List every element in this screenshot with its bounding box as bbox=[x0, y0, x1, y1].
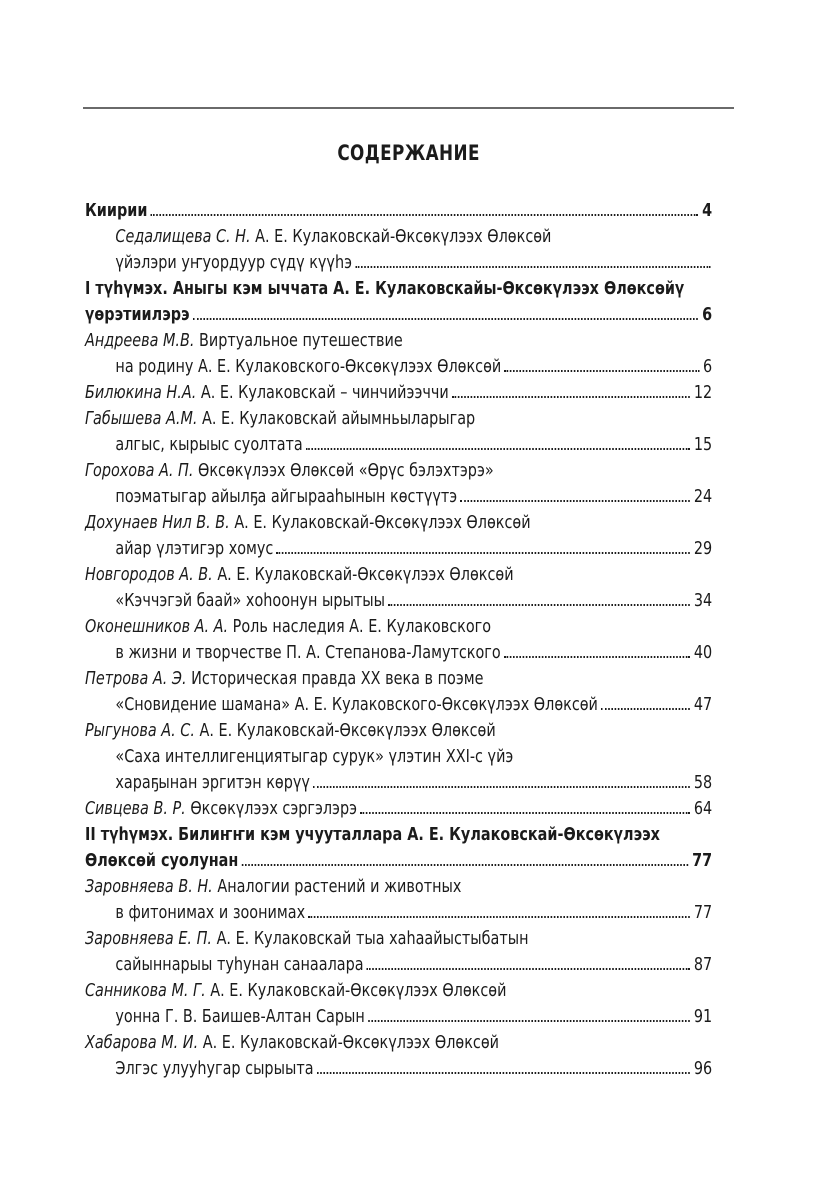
toc-text: Элгэс улууһугар сырыыта bbox=[115, 1058, 314, 1079]
toc-page-number: 47 bbox=[693, 694, 713, 715]
toc-entry-line bbox=[85, 796, 712, 822]
toc-leader-dots bbox=[308, 916, 690, 918]
toc-page-number: 64 bbox=[693, 798, 713, 819]
toc-text: хараҕынан эргитэн көрүү bbox=[115, 772, 310, 793]
toc-author: Сивцева В. Р. bbox=[85, 798, 191, 819]
toc-text: на родину А. Е. Кулаковского-Өксөкүлээх Өлөксөй bbox=[115, 356, 502, 377]
toc-author: Новгородов А. В. bbox=[85, 564, 218, 585]
toc-page-number: 40 bbox=[693, 642, 713, 663]
toc-text: А. Е. Кулаковскай айымньыларыгар bbox=[202, 408, 476, 429]
toc-leader-dots bbox=[317, 1072, 690, 1074]
toc-entry-line bbox=[85, 692, 712, 718]
toc-text: II түһүмэх. Билиҥҥи кэм учууталлара А. Е. Кулаковскай-Өксөкүлээх bbox=[85, 824, 660, 845]
toc-text: «Кэччэгэй баай» хоһоонун ырытыы bbox=[115, 590, 385, 611]
toc-text: А. Е. Кулаковскай-Өксөкүлээх Өлөксөй bbox=[202, 1032, 499, 1053]
toc-leader-dots bbox=[367, 968, 690, 970]
toc-leader-dots bbox=[277, 552, 690, 554]
toc-page-number: 6 bbox=[702, 304, 713, 325]
toc-entry-line bbox=[85, 900, 712, 926]
toc-text: алгыс, кырыыс суолтата bbox=[115, 434, 303, 455]
toc-leader-dots bbox=[504, 370, 699, 372]
toc-page-number: 15 bbox=[693, 434, 713, 455]
toc-page-number: 29 bbox=[693, 538, 713, 559]
toc-text: Виртуальное путешествие bbox=[199, 330, 403, 351]
toc-text: в жизни и творчестве П. А. Степанова-Ламутского bbox=[115, 642, 501, 663]
toc-entry-line bbox=[85, 406, 712, 432]
toc-page-number: 91 bbox=[693, 1006, 713, 1027]
toc-text: А. Е. Кулаковскай-Өксөкүлээх Өлөксөй bbox=[255, 226, 552, 247]
toc-entry-line bbox=[85, 666, 712, 692]
toc-text: Киирии bbox=[85, 200, 148, 221]
toc-author: Заровняева Е. П. bbox=[85, 928, 217, 949]
toc-entry-line bbox=[85, 718, 712, 744]
toc-leader-dots bbox=[355, 266, 710, 268]
toc-entry-line bbox=[85, 640, 712, 666]
toc-entry-line bbox=[85, 354, 712, 380]
toc-text: А. Е. Кулаковскай-Өксөкүлээх Өлөксөй bbox=[234, 512, 531, 533]
toc-entry-line bbox=[85, 432, 712, 458]
toc-entry-line bbox=[85, 770, 712, 796]
toc-entry-line bbox=[85, 536, 712, 562]
toc-entry-line bbox=[85, 952, 712, 978]
toc-author: Седалищева С. Н. bbox=[115, 226, 256, 247]
toc-entry-line bbox=[85, 874, 712, 900]
toc-entry-line bbox=[85, 224, 712, 250]
toc-text: уонна Г. В. Баишев-Алтан Сарын bbox=[115, 1006, 365, 1027]
toc-text: I түһүмэх. Аныгы кэм ыччата А. Е. Кулаковскайы-Өксөкүлээх Өлөксөйү bbox=[85, 278, 685, 299]
toc-author: Андреева М.В. bbox=[85, 330, 200, 351]
toc-leader-dots bbox=[151, 214, 699, 216]
header-rule bbox=[83, 107, 734, 109]
toc-page-number: 87 bbox=[693, 954, 713, 975]
toc-author: Рыгунова А. С. bbox=[85, 720, 200, 741]
toc-text: «Сновидение шамана» А. Е. Кулаковского-Өксөкүлээх Өлөксөй bbox=[115, 694, 598, 715]
toc-leader-dots bbox=[368, 1020, 690, 1022]
toc-leader-dots bbox=[242, 864, 689, 866]
toc-leader-dots bbox=[306, 448, 690, 450]
toc-entry-line bbox=[85, 848, 712, 874]
toc-text: сайыннарыы туһунан санаалара bbox=[115, 954, 364, 975]
toc-entry-line bbox=[85, 822, 712, 848]
toc-leader-dots bbox=[601, 708, 690, 710]
toc-text: А. Е. Кулаковскай – чинчийээччи bbox=[200, 382, 449, 403]
toc-leader-dots bbox=[388, 604, 690, 606]
toc-page-number: 6 bbox=[703, 356, 713, 377]
toc-text: в фитонимах и зоонимах bbox=[115, 902, 306, 923]
toc-list bbox=[85, 198, 712, 1082]
toc-leader-dots bbox=[460, 500, 689, 502]
toc-entry-line bbox=[85, 562, 712, 588]
toc-entry-line bbox=[85, 1004, 712, 1030]
toc-entry-line bbox=[85, 978, 712, 1004]
toc-entry-line bbox=[85, 328, 712, 354]
toc-text: А. Е. Кулаковскай-Өксөкүлээх Өлөксөй bbox=[199, 720, 496, 741]
toc-leader-dots bbox=[193, 318, 698, 320]
toc-author: Габышева А.М. bbox=[85, 408, 203, 429]
toc-entry-line bbox=[85, 302, 712, 328]
toc-entry-line bbox=[85, 484, 712, 510]
toc-leader-dots bbox=[504, 656, 690, 658]
toc-text: Өксөкүлээх сэргэлэрэ bbox=[190, 798, 357, 819]
toc-text: А. Е. Кулаковскай-Өксөкүлээх Өлөксөй bbox=[217, 564, 514, 585]
toc-text: поэматыгар айылҕа айгырааһынын көстүүтэ bbox=[115, 486, 458, 507]
toc-author: Петрова А. Э. bbox=[85, 668, 192, 689]
toc-text: «Саха интеллигенциятыгар сурук» үлэтин XXI-с үйэ bbox=[115, 746, 514, 767]
toc-entry-line bbox=[85, 380, 712, 406]
toc-page-number: 77 bbox=[692, 850, 713, 871]
toc-page-number: 4 bbox=[702, 200, 713, 221]
toc-text: Роль наследия А. Е. Кулаковского bbox=[232, 616, 492, 637]
toc-entry-line bbox=[85, 926, 712, 952]
toc-text: айар үлэтигэр хомус bbox=[115, 538, 274, 559]
toc-text: Өксөкүлээх Өлөксөй «Өрүс бэлэхтэрэ» bbox=[198, 460, 494, 481]
toc-entry-line bbox=[85, 198, 712, 224]
toc-leader-dots bbox=[360, 812, 690, 814]
toc-author: Оконешников А. А. bbox=[85, 616, 233, 637]
toc-page-number: 96 bbox=[693, 1058, 713, 1079]
toc-author: Дохунаев Нил В. В. bbox=[85, 512, 235, 533]
toc-text: үйэлэри уҥуордуур сүдү күүһэ bbox=[115, 252, 352, 273]
toc-entry-line bbox=[85, 250, 712, 276]
toc-page-number: 12 bbox=[693, 382, 713, 403]
toc-entry-line bbox=[85, 1030, 712, 1056]
toc-author: Санникова М. Г. bbox=[85, 980, 211, 1001]
toc-text: үөрэтиилэрэ bbox=[85, 304, 190, 325]
toc-text: Аналогии растений и животных bbox=[217, 876, 462, 897]
toc-text: А. Е. Кулаковскай тыа хаһаайыстыбатын bbox=[216, 928, 529, 949]
toc-entry-line bbox=[85, 614, 712, 640]
toc-author: Билюкина Н.А. bbox=[85, 382, 201, 403]
toc-entry-line bbox=[85, 510, 712, 536]
toc-page-number: 24 bbox=[693, 486, 713, 507]
toc-text: А. Е. Кулаковскай-Өксөкүлээх Өлөксөй bbox=[210, 980, 507, 1001]
toc-leader-dots bbox=[313, 786, 690, 788]
toc-entry-line bbox=[85, 744, 712, 770]
toc-author: Горохова А. П. bbox=[85, 460, 198, 481]
toc-page-number: 77 bbox=[693, 902, 713, 923]
toc-page-number: 58 bbox=[693, 772, 713, 793]
toc-text: Өлөксөй суолунан bbox=[85, 850, 239, 871]
toc-entry-line bbox=[85, 276, 712, 302]
toc-text: Историческая правда XX века в поэме bbox=[191, 668, 484, 689]
toc-page-number: 34 bbox=[693, 590, 713, 611]
contents-title: СОДЕРЖАНИЕ bbox=[337, 141, 480, 165]
toc-author: Хабарова М. И. bbox=[85, 1032, 203, 1053]
toc-entry-line bbox=[85, 458, 712, 484]
toc-leader-dots bbox=[452, 396, 690, 398]
toc-author: Заровняева В. Н. bbox=[85, 876, 218, 897]
toc-entry-line bbox=[85, 588, 712, 614]
toc-entry-line bbox=[85, 1056, 712, 1082]
